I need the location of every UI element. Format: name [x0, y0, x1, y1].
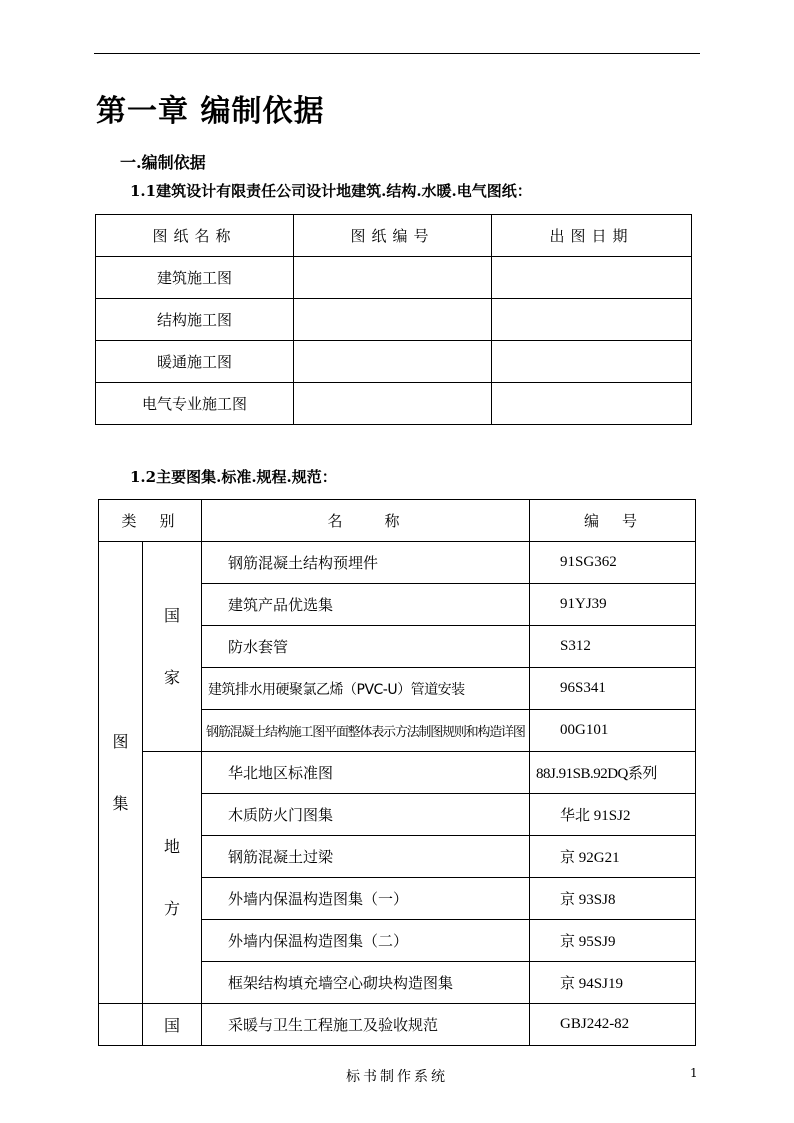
category-empty-cell — [99, 1004, 143, 1046]
standard-name-cell: 框架结构填充墙空心砌块构造图集 — [202, 962, 530, 1004]
subcategory-national-label: 国 家 — [164, 605, 181, 687]
subcategory-national-cell — [143, 542, 202, 752]
issue-date-cell — [492, 257, 692, 299]
standard-code-cell: 91YJ39 — [530, 584, 696, 626]
standard-name-cell: 建筑排水用硬聚氯乙烯（PVC-U）管道安装 — [202, 668, 530, 710]
page-number: 1 — [690, 1066, 698, 1080]
standard-code-cell: 88J.91SB.92DQ系列 — [530, 752, 696, 794]
drawing-name-cell: 建筑施工图 — [96, 257, 294, 299]
header-rule — [94, 53, 700, 54]
drawing-number-cell — [294, 383, 492, 425]
table-row — [99, 1004, 696, 1046]
subcategory-local-label: 地 方 — [164, 836, 181, 918]
table-header-row — [96, 215, 692, 257]
standard-name-cell: 采暖与卫生工程施工及验收规范 — [202, 1004, 530, 1046]
standard-code-cell: 00G101 — [530, 710, 696, 752]
subcategory-national-cell: 国 — [143, 1004, 202, 1046]
table-row — [99, 752, 696, 794]
standard-code-cell: 华北 91SJ2 — [530, 794, 696, 836]
drawing-number-cell — [294, 257, 492, 299]
header-category: 类 别 — [99, 500, 202, 542]
table-row — [96, 383, 692, 425]
standard-code-cell: 京 93SJ8 — [530, 878, 696, 920]
issue-date-cell — [492, 341, 692, 383]
table-row — [96, 299, 692, 341]
header-name: 名 称 — [202, 500, 530, 542]
standard-name-cell: 钢筋混凝土结构预埋件 — [202, 542, 530, 584]
drawing-name-cell: 暖通施工图 — [96, 341, 294, 383]
drawings-table — [95, 214, 692, 425]
chapter-title: 第一章 编制依据 — [96, 94, 325, 129]
standard-name-cell: 建筑产品优选集 — [202, 584, 530, 626]
drawing-name-cell: 结构施工图 — [96, 299, 294, 341]
drawing-number-cell — [294, 299, 492, 341]
header-drawing-number: 图纸编号 — [294, 215, 492, 257]
drawing-number-cell — [294, 341, 492, 383]
drawing-name-cell: 电气专业施工图 — [96, 383, 294, 425]
standard-name-cell: 外墙内保温构造图集（二） — [202, 920, 530, 962]
standard-name-cell: 钢筋混凝土过梁 — [202, 836, 530, 878]
issue-date-cell — [492, 383, 692, 425]
standard-code-cell: 91SG362 — [530, 542, 696, 584]
footer-text: 标书制作系统 — [346, 1069, 448, 1085]
header-code: 编 号 — [530, 500, 696, 542]
table-row — [96, 257, 692, 299]
standards-table — [98, 499, 696, 1046]
section-heading: 一.编制依据 — [120, 153, 206, 172]
standard-code-cell: 京 95SJ9 — [530, 920, 696, 962]
table-header-row — [99, 500, 696, 542]
standard-name-cell: 外墙内保温构造图集（一） — [202, 878, 530, 920]
table-row — [96, 341, 692, 383]
subsection-1-2-heading: 1.2主要图集.标准.规程.规范： — [130, 468, 337, 486]
category-atlas-label: 图 集 — [112, 731, 129, 813]
standard-code-cell: GBJ242-82 — [530, 1004, 696, 1046]
standard-name-cell: 木质防火门图集 — [202, 794, 530, 836]
issue-date-cell — [492, 299, 692, 341]
category-atlas-cell — [99, 542, 143, 1004]
subcategory-local-cell — [143, 752, 202, 1004]
standard-code-cell: 96S341 — [530, 668, 696, 710]
header-drawing-name: 图纸名称 — [96, 215, 294, 257]
standard-name-cell: 钢筋混凝土结构施工图平面整体表示方法制图规则和构造详图 — [202, 710, 530, 752]
subsection-1-1-heading: 1.1建筑设计有限责任公司设计地建筑.结构.水暖.电气图纸： — [130, 182, 532, 200]
header-issue-date: 出图日期 — [492, 215, 692, 257]
standard-code-cell: 京 94SJ19 — [530, 962, 696, 1004]
table-row — [99, 542, 696, 584]
standard-code-cell: S312 — [530, 626, 696, 668]
standard-name-cell: 防水套管 — [202, 626, 530, 668]
standard-code-cell: 京 92G21 — [530, 836, 696, 878]
standard-name-cell: 华北地区标准图 — [202, 752, 530, 794]
